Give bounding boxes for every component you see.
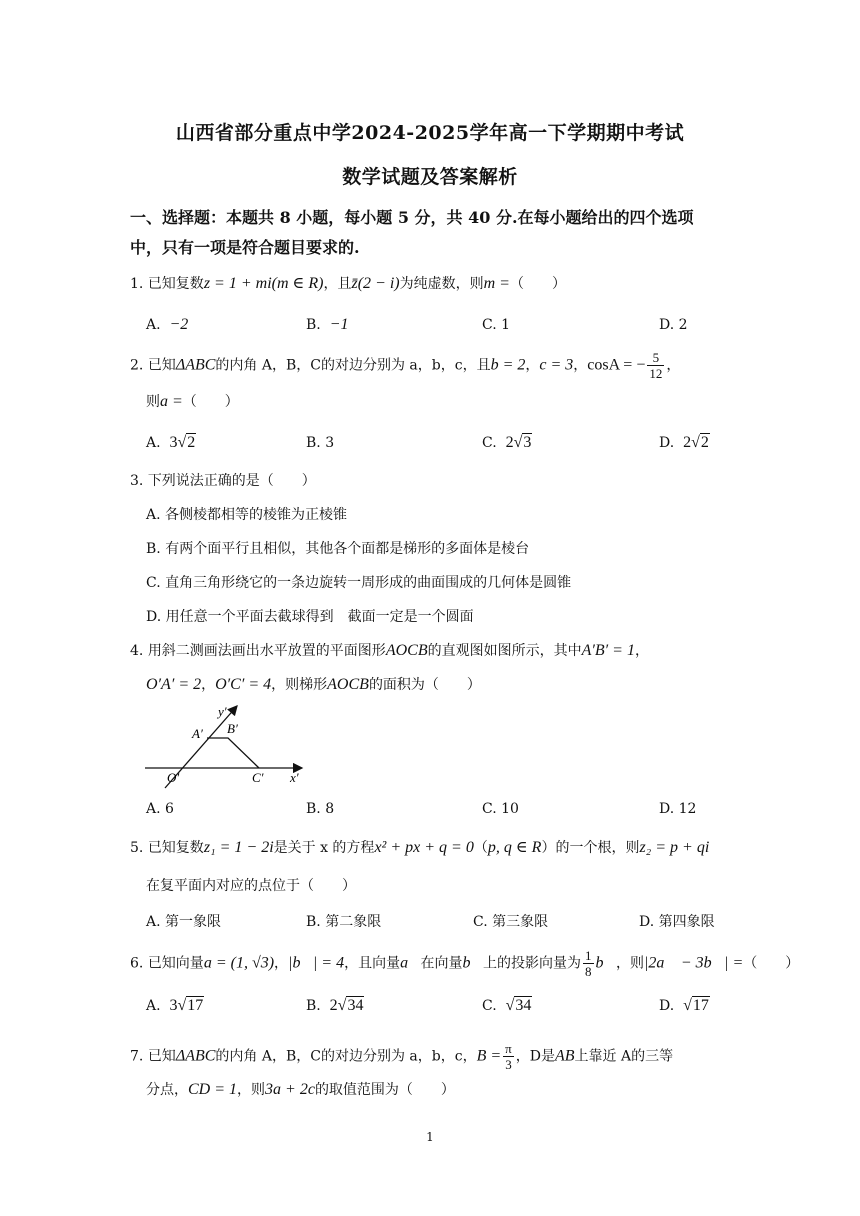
option-a: A. 3√2 [146, 434, 196, 451]
math-expression: ΔABC [175, 1047, 216, 1065]
option-a: A. 6 [146, 801, 174, 817]
question-number: 2. [130, 357, 144, 374]
question-text: ， [274, 955, 289, 972]
figure-label: A′ [192, 726, 203, 741]
question-text: 用斜二测画法画出水平放置的平面图形 [147, 643, 386, 659]
option-c: C. 10 [482, 801, 519, 817]
math-expression: cosA = − [587, 356, 646, 374]
statement-d: D. 用任意一个平面去截球得到 截面一定是一个圆面 [146, 609, 474, 625]
statement-a: A. 各侧棱都相等的棱锥为正棱锥 [146, 507, 348, 523]
math-expression: AOCB [327, 676, 369, 693]
question-text: 的直观图如图所示，其中 [427, 643, 582, 659]
math-expression: b⃗ [462, 954, 483, 972]
figure-label: y′ [218, 704, 227, 719]
option-b: B. 2√34 [306, 997, 364, 1014]
question-text: （ ） [743, 955, 800, 972]
question-text: ， [634, 643, 649, 659]
question-text: ，且向量 [344, 955, 401, 972]
question-text: 分点， [146, 1082, 188, 1098]
question-text: 上的投影向量为 [483, 955, 581, 972]
question-number: 1. [130, 276, 144, 292]
question-number: 6. [130, 955, 144, 972]
option-d: D. 2 [659, 317, 688, 333]
section-heading [130, 203, 740, 263]
math-expression: B = [476, 1047, 502, 1065]
math-expression: z₁ = 1 − 2i [203, 839, 274, 856]
question-text: （ ） [182, 394, 239, 410]
option-a: A. 第一象限 [146, 914, 222, 930]
math-expression: m = [483, 275, 510, 292]
math-expression: b = 2 [490, 356, 526, 374]
fraction: $\frac{1}{8}$ [585, 948, 592, 979]
fraction: $\frac{5}{12}$ [649, 350, 663, 381]
question-4-line2 [146, 675, 766, 695]
question-2 [130, 350, 750, 381]
question-7 [130, 1041, 750, 1072]
question-text: ， [666, 357, 681, 374]
statement-c: C. 直角三角形绕它的一条边旋转一周形成的曲面围成的几何体是圆锥 [146, 575, 572, 591]
option-c: C. 1 [482, 317, 511, 333]
question-2-line2 [146, 392, 766, 412]
option-d: D. 2√2 [659, 434, 709, 451]
question-text: ， [201, 677, 216, 693]
math-expression: c = 3 [539, 356, 574, 374]
option-a: A. 3√17 [146, 997, 204, 1014]
question-text: 为纯虚数，则 [399, 276, 484, 292]
question-text: 的内角 A，B，C的对边分别为 a，b，c，且 [215, 357, 491, 374]
exam-subtitle: 数学试题及答案解析 [342, 166, 518, 188]
math-expression: O′C′ = 4 [215, 676, 272, 693]
question-number: 7. [130, 1048, 144, 1065]
math-expression: z₂ = p + qi [639, 839, 710, 856]
question-number: 4. [130, 643, 144, 659]
question-text: （ [473, 840, 488, 856]
math-expression: |b⃗| = 4 [288, 954, 345, 972]
question-text: （ ） [509, 276, 566, 292]
math-expression: AOCB [385, 642, 428, 659]
question-6 [130, 948, 800, 979]
question-text: 在向量 [420, 955, 463, 972]
question-text: 的内角 A，B，C的对边分别为 a，b，c， [215, 1048, 477, 1065]
option-b: B. 8 [306, 801, 335, 817]
question-text: 上靠近 A的三等 [574, 1048, 674, 1065]
question-text: 已知复数 [147, 840, 204, 856]
math-expression: a = [160, 393, 183, 410]
math-expression: CD = 1 [188, 1081, 238, 1098]
option-b: B. 第二象限 [306, 914, 382, 930]
question-number: 5. [130, 840, 144, 856]
math-expression: ΔABC [175, 356, 216, 374]
fraction: $\frac{\pi}{3}$ [505, 1041, 512, 1072]
trapezoid-edges [207, 738, 259, 768]
question-3 [130, 471, 750, 491]
math-expression: x² + px + q = 0 [374, 839, 474, 856]
math-expression: 3a + 2c [265, 1081, 315, 1098]
question-text: ，则梯形 [271, 677, 328, 693]
question-text: 已知 [147, 357, 176, 374]
question-1 [130, 274, 750, 294]
exam-title: 山西省部分重点中学2024-2025学年高一下学期期中考试 [175, 122, 685, 144]
figure-label: x′ [290, 770, 299, 785]
math-expression: a⃗ [400, 954, 421, 972]
math-expression: a = (1, √3) [203, 954, 275, 972]
question-text: ，则 [615, 955, 644, 972]
option-b: B. 3 [306, 435, 335, 451]
question-text: ，且 [323, 276, 352, 292]
question-5-line2: 在复平面内对应的点位于（ ） [146, 878, 356, 894]
question-text: 下列说法正确的是（ ） [147, 473, 316, 489]
math-expression: |2a⃗ − 3b⃗| = [643, 954, 744, 972]
option-c: C. 2√3 [482, 434, 532, 451]
question-text: ，D是 [515, 1048, 555, 1065]
math-expression: AB [554, 1047, 575, 1065]
math-expression: b⃗ [595, 954, 616, 972]
math-expression: p, q ∈ R [487, 839, 542, 856]
question-text: ， [573, 357, 588, 374]
question-number: 3. [130, 473, 144, 489]
question-4 [130, 641, 750, 661]
question-text: ）的一个根，则 [541, 840, 640, 856]
section-heading-line1: 一、选择题：本题共 8 小题，每小题 5 分，共 40 分.在每小题给出的四个选项 [130, 208, 694, 227]
oblique-projection-figure [140, 700, 315, 795]
option-d: D. 第四象限 [639, 914, 715, 930]
page-number: 1 [426, 1130, 434, 1144]
option-b: B. −1 [306, 316, 349, 333]
option-d: D. √17 [659, 997, 709, 1014]
question-text: 是关于 x 的方程 [273, 840, 375, 856]
section-heading-line2: 中，只有一项是符合题目要求的. [130, 238, 360, 257]
math-expression: O′A′ = 2 [146, 676, 202, 693]
question-text: 已知复数 [147, 276, 204, 292]
figure-label: O′ [167, 770, 180, 785]
math-expression: z = 1 + mi(m ∈ R) [203, 275, 324, 292]
figure-label: B′ [227, 721, 238, 736]
question-text: 已知 [147, 1048, 176, 1065]
option-c: C. 第三象限 [473, 914, 549, 930]
math-expression: A′B′ = 1 [581, 642, 635, 659]
math-expression: z̄(2 − i) [351, 275, 400, 292]
question-text: ，则 [237, 1082, 266, 1098]
question-7-line2 [146, 1080, 766, 1100]
question-5 [130, 838, 750, 858]
option-d: D. 12 [659, 801, 697, 817]
question-text: 的面积为（ ） [368, 677, 481, 693]
figure-label: C′ [252, 770, 264, 785]
question-text: 的取值范围为（ ） [314, 1082, 455, 1098]
question-text: ， [525, 357, 540, 374]
option-c: C. √34 [482, 997, 532, 1014]
statement-b: B. 有两个面平行且相似，其他各个面都是梯形的多面体是棱台 [146, 541, 530, 557]
option-a: A. −2 [146, 316, 189, 333]
question-text: 已知向量 [147, 955, 204, 972]
question-text: 则 [146, 394, 160, 410]
